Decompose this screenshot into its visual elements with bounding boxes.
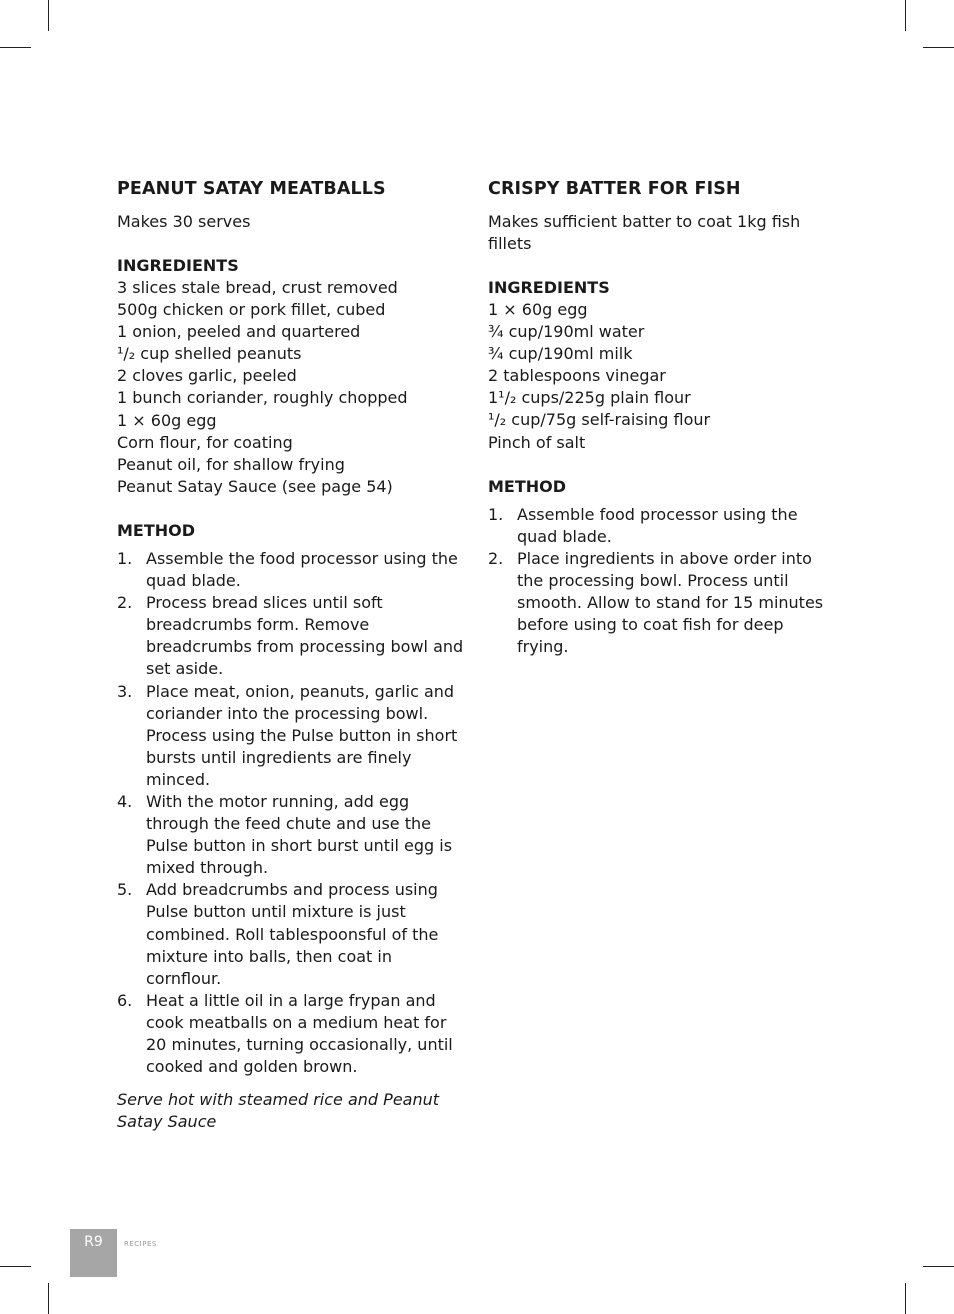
step-text: Assemble the food processor using the quad blade. [146,548,458,591]
step-number: 6. [117,990,133,1010]
ingredient-item: Pinch of salt [488,432,586,452]
step-text: Place meat, onion, peanuts, garlic and coriander into the processing bowl. Process using the Pulse button in short bursts until ingredients are finely minced. [146,681,458,789]
crop-mark [48,0,49,31]
ingredients-list [117,277,469,498]
crop-mark [905,1283,906,1314]
ingredient-item: ¾ cup/190ml water [488,322,645,342]
ingredient-item: 500g chicken or pork fillet, cubed [117,300,386,320]
ingredient-item: 1 bunch coriander, roughly chopped [117,388,408,408]
crop-mark [923,1266,954,1267]
method-step [117,592,469,680]
method-step [117,791,469,879]
step-number: 4. [117,791,133,811]
ingredient-item: 1 × 60g egg [117,410,217,430]
ingredients-heading: INGREDIENTS [488,278,610,297]
crop-mark [905,0,906,31]
method-heading: METHOD [117,520,196,540]
step-text: Heat a little oil in a large frypan and cook meatballs on a medium heat for 20 minutes, turning occasionally, until cooked and golden brown. [146,990,453,1077]
recipe-title: CRISPY BATTER FOR FISH [488,179,741,199]
page-number-tab [70,1229,117,1277]
ingredient-item: Corn flour, for coating [117,432,293,452]
crop-mark [0,47,31,48]
method-steps [488,504,833,659]
recipe-yield: Makes 30 serves [117,212,251,231]
recipe-peanut-satay-meatballs [117,176,469,1133]
ingredient-item: Peanut oil, for shallow frying [117,454,345,474]
method-step [117,990,469,1078]
ingredient-item: ¾ cup/190ml milk [488,344,633,364]
ingredient-item: 1 onion, peeled and quartered [117,322,361,342]
section-label: RECIPES [124,1240,157,1248]
step-number: 2. [488,548,504,568]
step-number: 1. [488,504,504,524]
step-number: 3. [117,681,133,701]
step-text: Place ingredients in above order into the processing bowl. Process until smooth. Allow to stand for 15 minutes before using to coat fish for deep frying. [517,548,824,657]
serving-note: Serve hot with steamed rice and Peanut Satay Sauce [117,1090,440,1132]
step-number: 5. [117,880,133,900]
crop-mark [0,1266,31,1267]
method-heading: METHOD [488,476,567,496]
ingredient-item: Peanut Satay Sauce (see page 54) [117,476,393,496]
ingredient-item: 2 cloves garlic, peeled [117,366,297,386]
recipe-yield: Makes sufficient batter to coat 1kg fish fillets [488,212,801,253]
method-step [117,548,469,592]
recipe-crispy-batter-for-fish [488,176,833,658]
ingredients-heading: INGREDIENTS [117,256,239,275]
ingredient-item: ¹/₂ cup shelled peanuts [117,344,302,364]
crop-mark [923,47,954,48]
step-text: Add breadcrumbs and process using Pulse button until mixture is just combined. Roll tablespoonsful of the mixture into balls, then coat in cornflour. [146,880,439,988]
step-number: 2. [117,593,133,613]
ingredient-item: 1 × 60g egg [488,300,588,319]
step-text: Process bread slices until soft breadcrumbs form. Remove breadcrumbs from processing bowl and set aside. [146,593,464,679]
method-step [117,681,469,791]
ingredient-item: ¹/₂ cup/75g self-raising flour [488,410,711,430]
ingredient-item: 2 tablespoons vinegar [488,366,666,386]
ingredients-list [488,299,833,454]
page-number: R9 [84,1234,103,1250]
ingredient-item: 3 slices stale bread, crust removed [117,278,398,297]
method-steps [117,548,469,1078]
method-step [488,548,833,658]
method-step [117,879,469,989]
method-step [488,504,833,548]
step-number: 1. [117,548,133,568]
step-text: With the motor running, add egg through the feed chute and use the Pulse button in short burst until egg is mixed through. [146,791,453,878]
step-text: Assemble food processor using the quad blade. [517,504,798,546]
recipe-title: PEANUT SATAY MEATBALLS [117,179,386,199]
ingredient-item: 1¹/₂ cups/225g plain flour [488,388,691,408]
crop-mark [48,1283,49,1314]
